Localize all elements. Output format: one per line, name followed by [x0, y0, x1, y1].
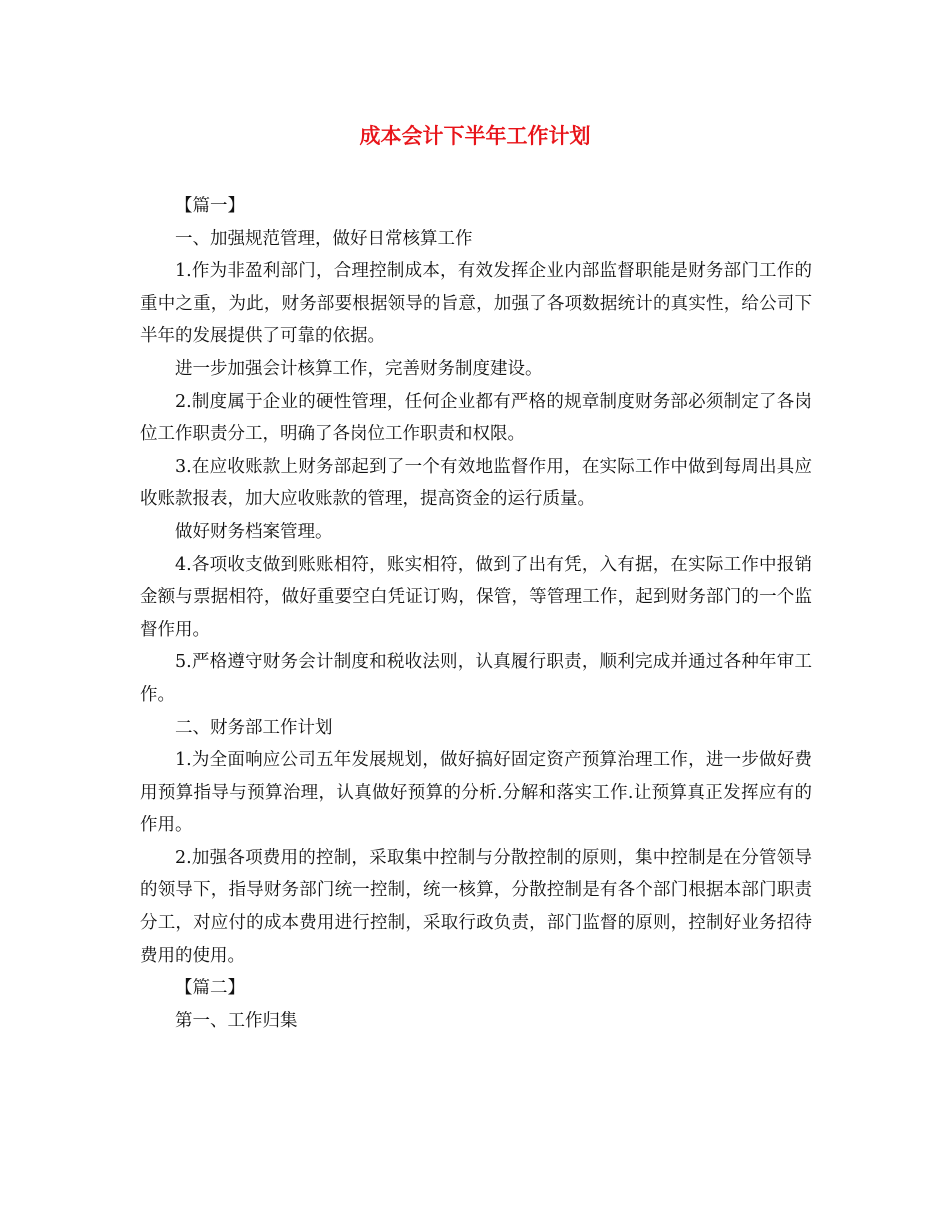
paragraph: 2.加强各项费用的控制，采取集中控制与分散控制的原则，集中控制是在分管领导的领导下，指导财务部门统一控制，统一核算，分散控制是有各个部门根据本部门职责分工，对应付的成本费用进行控制，采取行政负责，部门监督的原则，控制好业务招待费用的使用。: [140, 847, 812, 966]
paragraph: 5.严格遵守财务会计制度和税收法则，认真履行职责，顺利完成并通过各种年审工作。: [140, 652, 812, 705]
paragraph: 1.为全面响应公司五年发展规划，做好搞好固定资产预算治理工作，进一步做好费用预算指导与预算治理，认真做好预算的分析.分解和落实工作.让预算真正发挥应有的作用。: [140, 750, 812, 836]
paragraph: 3.在应收账款上财务部起到了一个有效地监督作用，在实际工作中做到每周出具应收账款报表，加大应收账款的管理，提高资金的运行质量。: [140, 456, 812, 510]
paragraph: 进一步加强会计核算工作，完善财务制度建设。: [175, 358, 543, 379]
subsection-heading: 第一、工作归集: [175, 1010, 298, 1031]
section-heading-part-1: 【篇一】: [175, 196, 245, 216]
subsection-heading: 二、财务部工作计划: [175, 717, 333, 738]
subsection-heading: 一、加强规范管理，做好日常核算工作: [175, 228, 473, 249]
paragraph: 4.各项收支做到账账相符，账实相符，做到了出有凭，入有据，在实际工作中报销金额与票据相符，做好重要空白凭证订购，保管，等管理工作，起到财务部门的一个监督作用。: [140, 554, 812, 640]
document-title: 成本会计下半年工作计划: [359, 123, 591, 148]
section-heading-part-2: 【篇二】: [175, 978, 245, 999]
paragraph: 做好财务档案管理。: [175, 521, 333, 542]
document-body: [140, 190, 812, 1037]
paragraph: 2.制度属于企业的硬性管理，任何企业都有严格的规章制度财务部必须制定了各岗位工作职责分工，明确了各岗位工作职责和权限。: [140, 391, 812, 445]
paragraph: 1.作为非盈利部门，合理控制成本，有效发挥企业内部监督职能是财务部门工作的重中之重，为此，财务部要根据领导的旨意，加强了各项数据统计的真实性，给公司下半年的发展提供了可靠的依据。: [140, 261, 812, 347]
